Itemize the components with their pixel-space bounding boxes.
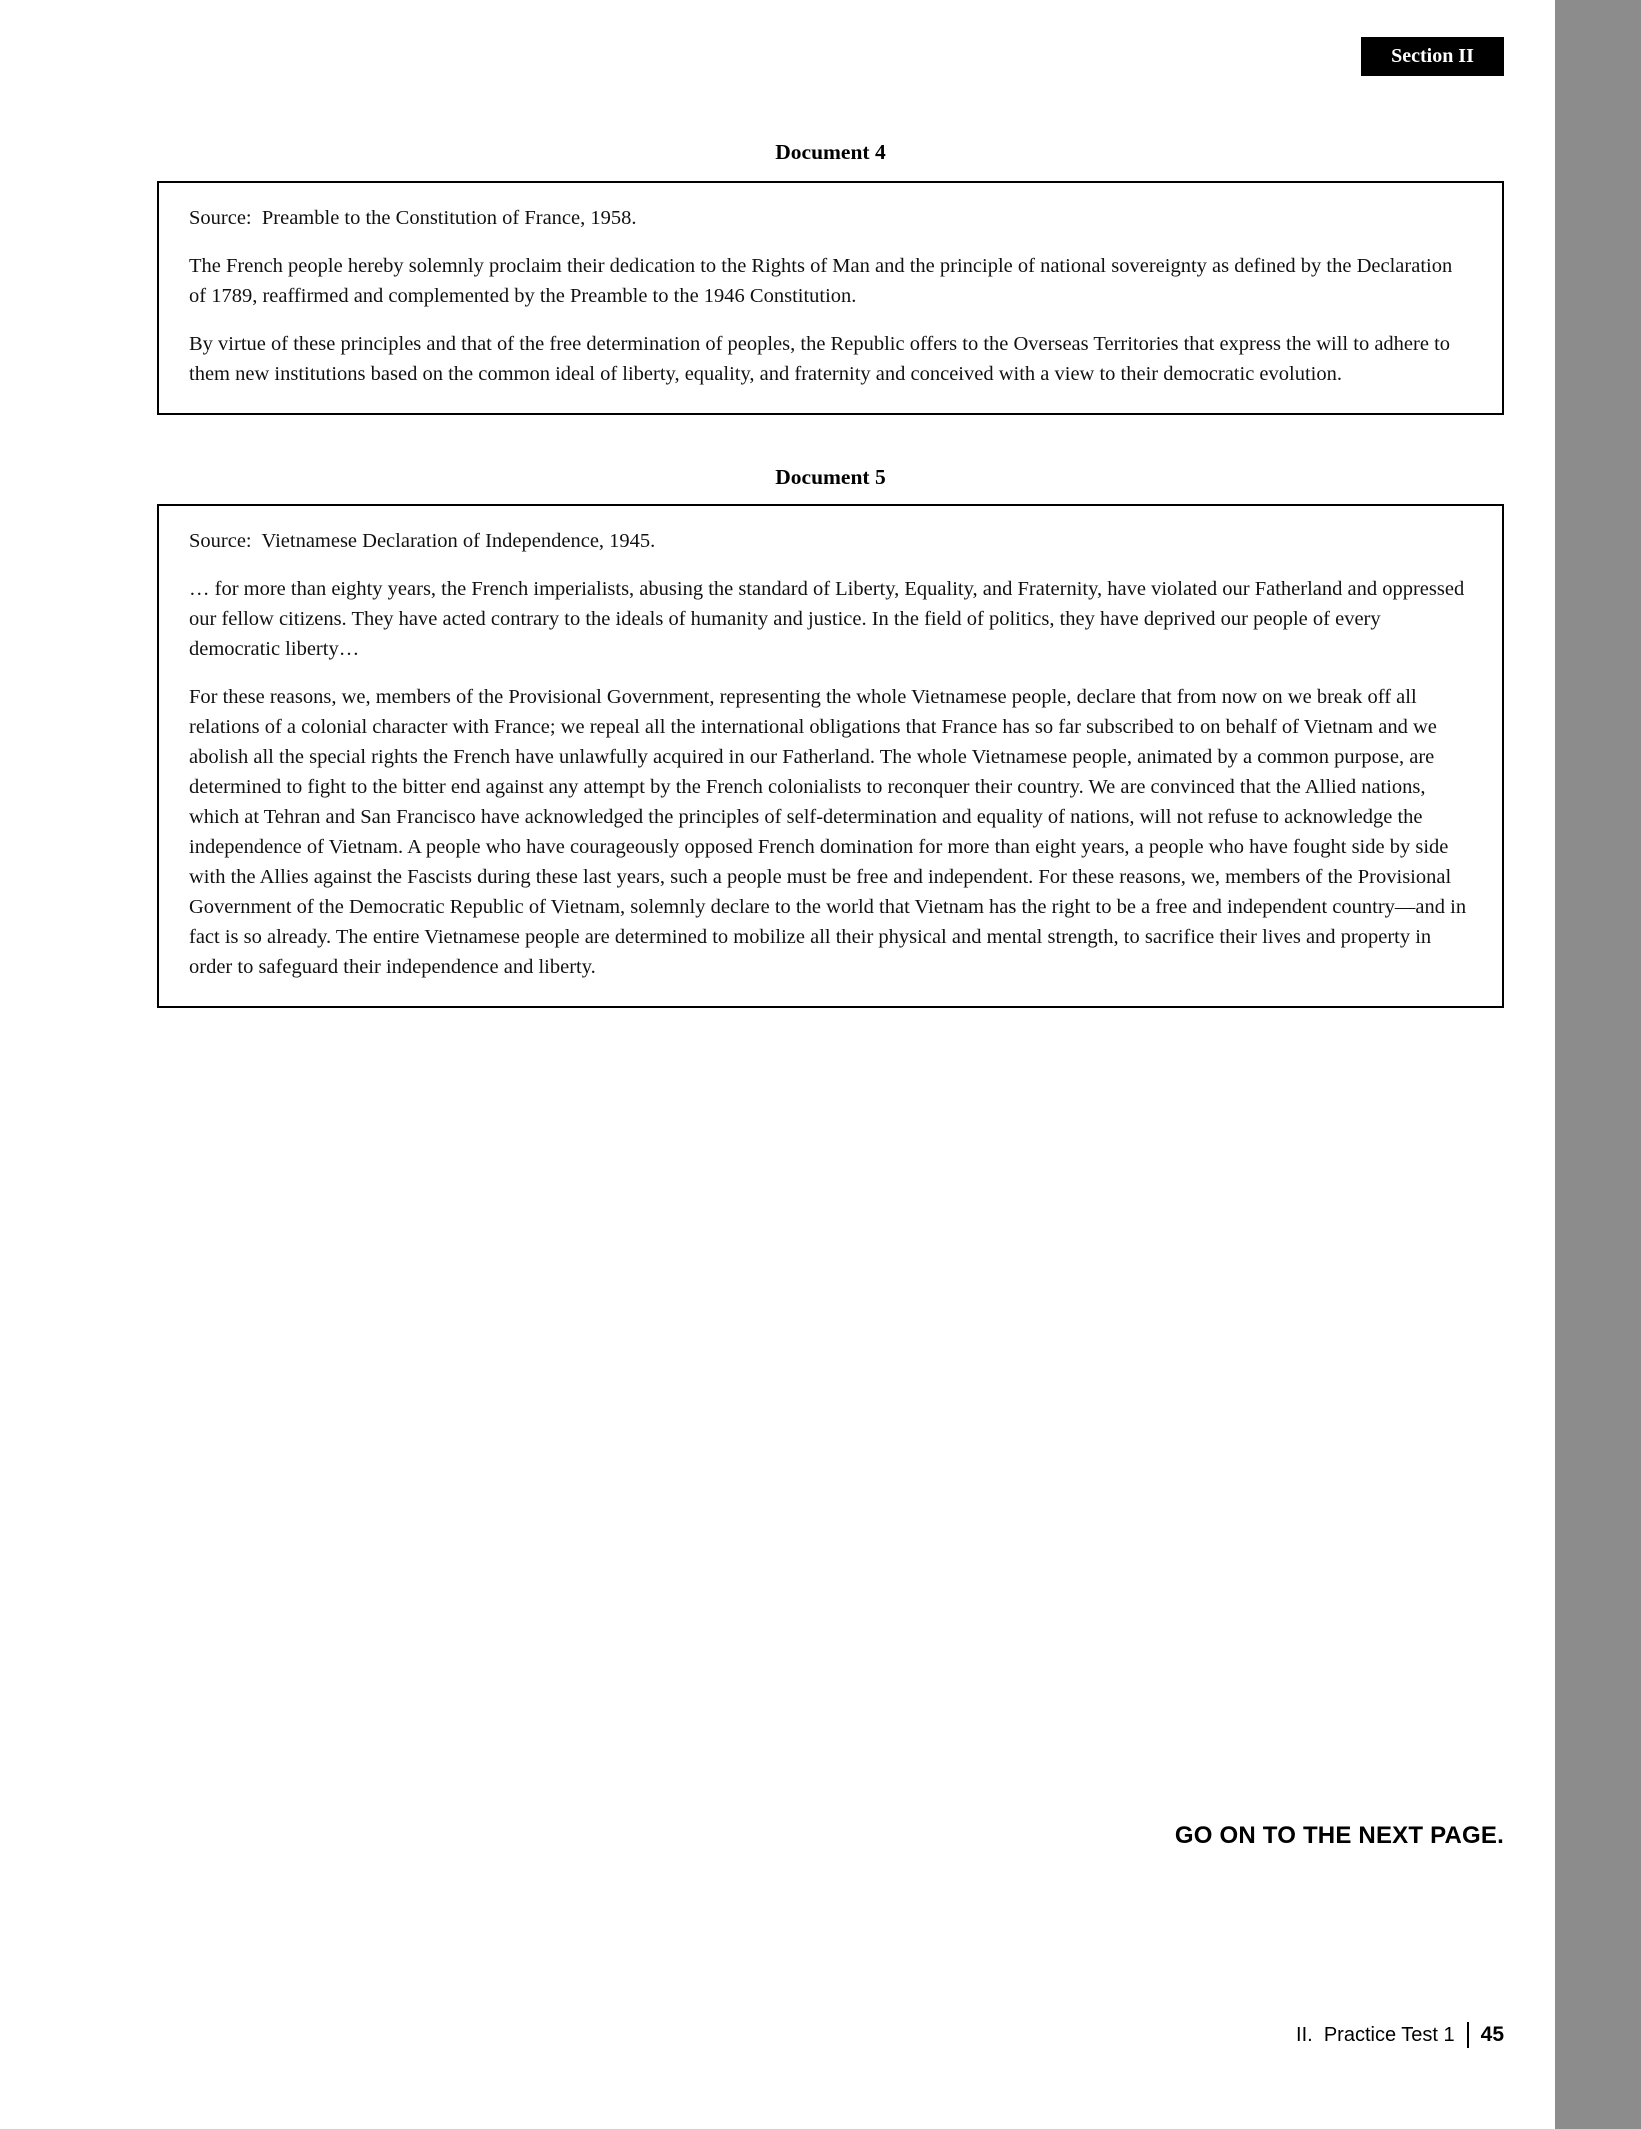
page-content	[157, 0, 1504, 1008]
document-5-paragraph: For these reasons, we, members of the Provisional Government, representing the whole Vietnamese people, declare that from now on we break off all relations of a colonial character with France; we repeal all the international obligations that France has so far subscribed to on behalf of Vietnam and we abolish all the special rights the French have unlawfully acquired in our Fatherland. The whole Vietnamese people, animated by a common purpose, are determined to fight to the bitter end against any attempt by the French colonialists to reconquer their country. We are convinced that the Allied nations, which at Tehran and San Francisco have acknowledged the principles of self-determination and equality of nations, will not refuse to acknowledge the independence of Vietnam. A people who have courageously opposed French domination for more than eight years, a people who have fought side by side with the Allies against the Fascists during these last years, such a people must be free and independent. For these reasons, we, members of the Provisional Government of the Democratic Republic of Vietnam, solemnly declare to the world that Vietnam has the right to be a free and independent country—and in fact is so already. The entire Vietnamese people are determined to mobilize all their physical and mental strength, to sacrifice their lives and property in order to safeguard their independence and liberty.	[189, 686, 1467, 978]
page-footer	[1296, 2022, 1504, 2048]
page-number: 45	[1480, 2023, 1504, 2046]
document-5-paragraph: … for more than eighty years, the French imperialists, abusing the standard of Liberty, Equality, and Fraternity, have violated our Fatherland and oppressed our fellow citizens. They have acted contrary to the ideals of humanity and justice. In the field of politics, they have deprived our people of every democratic liberty…	[189, 578, 1465, 660]
document-5-box	[157, 504, 1504, 1008]
document-4-source: Source: Preamble to the Constitution of France, 1958.	[189, 207, 637, 229]
document-4-paragraph: The French people hereby solemnly proclaim their dedication to the Rights of Man and the principle of national sovereignty as defined by the Declaration of 1789, reaffirmed and complemented by the Preamble to the 1946 Constitution.	[189, 255, 1453, 307]
footer-divider	[1467, 2022, 1469, 2048]
document-4-title: Document 4	[775, 140, 886, 164]
document-5-source: Source: Vietnamese Declaration of Independence, 1945.	[189, 530, 656, 552]
page-edge-strip	[1555, 0, 1641, 2129]
section-badge: Section II	[1361, 37, 1504, 76]
document-4-box	[157, 181, 1504, 415]
document-5-title: Document 5	[775, 465, 886, 489]
document-4-paragraph: By virtue of these principles and that of the free determination of peoples, the Republic offers to the Overseas Territories that express the will to adhere to them new institutions based on the common ideal of liberty, equality, and fraternity and conceived with a view to their democratic evolution.	[189, 333, 1451, 385]
go-on-instruction: GO ON TO THE NEXT PAGE.	[1174, 1822, 1504, 1849]
footer-section-label: II. Practice Test 1	[1296, 2023, 1455, 2046]
